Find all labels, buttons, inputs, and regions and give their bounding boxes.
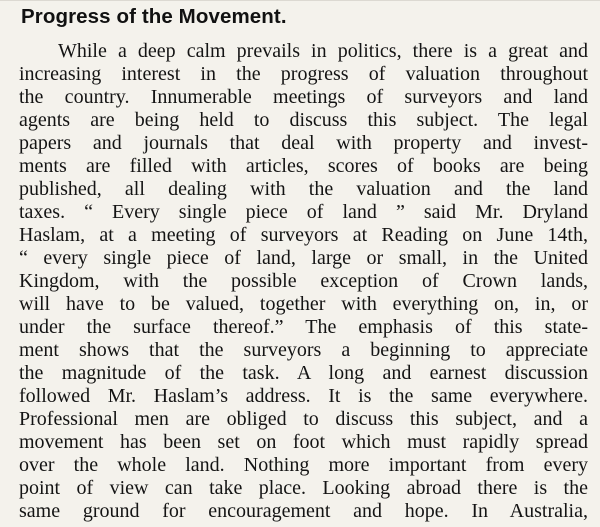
article-line: will have to be valued, together with everything on, in, or [19,293,588,315]
article-line: agents are being held to discuss this subject. The legal [19,109,588,131]
article-line: published, all dealing with the valuation and the land [19,178,588,200]
article-line: point of view can take place. Looking abroad there is the [19,477,588,499]
article-line: the magnitude of the task. A long and earnest discussion [19,362,588,384]
article-line: under the surface thereof.” The emphasis of this state- [19,316,588,338]
article-line: movement has been set on foot which must rapidly spread [19,431,588,453]
article-line: Kingdom, with the possible exception of Crown lands, [19,270,588,292]
top-rule [0,0,600,1]
article-heading: Progress of the Movement. [21,5,287,28]
article-line: Professional men are obliged to discuss this subject, and a [19,408,588,430]
article-line: ment shows that the surveyors a beginning to appreciate [19,339,588,361]
article-line: followed Mr. Haslam’s address. It is the same everywhere. [19,385,588,407]
article-line: papers and journals that deal with property and invest- [19,132,588,154]
article-line: Haslam, at a meeting of surveyors at Reading on June 14th, [19,224,588,246]
article-line: same ground for encouragement and hope. In Australia, [19,500,588,522]
article-line: “ every single piece of land, large or small, in the United [19,247,588,269]
article-line: the country. Innumerable meetings of surveyors and land [19,86,588,108]
article-body [19,40,588,523]
article-line: ments are filled with articles, scores of books are being [19,155,588,177]
article-line: over the whole land. Nothing more important from every [19,454,588,476]
article-line: increasing interest in the progress of valuation throughout [19,63,588,85]
article-line: While a deep calm prevails in politics, there is a great and [58,40,588,62]
article-line: taxes. “ Every single piece of land ” said Mr. Dryland [19,201,588,223]
